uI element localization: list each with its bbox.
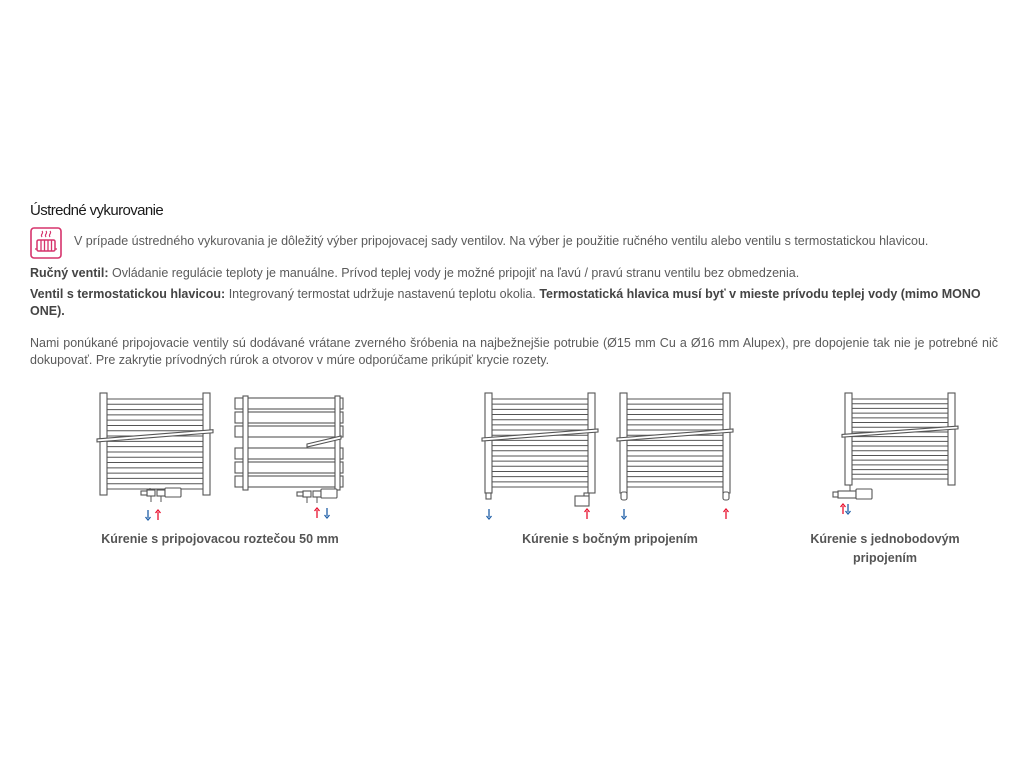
- diagram-single-point-connection: [830, 388, 970, 523]
- diagram-side-connection: [480, 388, 740, 523]
- info-paragraph: Nami ponúkané pripojovacie ventily sú dodávané vrátane zverného šróbenia na najbežnejšie potrubie (Ø15 mm Cu a Ø16 mm Alupex), pre dopojenie tak nie je potrebné nič dokupovať. Pre zakrytie prívodných rúrok a otvorov v múre odporúčame prikúpiť krycie rozety.: [30, 336, 998, 367]
- towel-radiator-illustration: [235, 396, 343, 518]
- manual-valve-paragraph: [30, 265, 998, 282]
- caption-line: Kúrenie s pripojovacou roztečou 50 mm: [101, 532, 339, 546]
- towel-radiator-illustration: [482, 393, 598, 519]
- towel-radiator-illustration: [833, 393, 958, 514]
- diagram-caption: [460, 530, 760, 549]
- diagram-50mm-connection: [95, 388, 355, 523]
- thermo-valve-text: Integrovaný termostat udržuje nastavenú teplotu okolia.: [228, 287, 536, 301]
- thermo-valve-note: Termostatická hlavica musí byť v mieste prívodu teplej vody (mimo MONO ONE).: [30, 287, 981, 318]
- thermo-valve-label: Ventil s termostatickou hlavicou:: [30, 287, 226, 301]
- thermo-valve-paragraph: [30, 286, 998, 320]
- caption-line: Kúrenie s jednobodovým: [810, 532, 960, 546]
- manual-valve-label: Ručný ventil:: [30, 266, 109, 280]
- caption-line: pripojením: [853, 551, 917, 565]
- towel-radiator-illustration: [617, 393, 733, 519]
- towel-radiator-illustration: [97, 393, 213, 520]
- caption-line: Kúrenie s bočným pripojením: [522, 532, 698, 546]
- manual-valve-text: Ovládanie regulácie teploty je manuálne. Prívod teplej vody je možné pripojiť na ľavú / pravú stranu ventilu bez obmedzenia.: [111, 266, 800, 280]
- diagram-caption: [790, 530, 980, 568]
- radiator-heating-icon: [30, 227, 62, 259]
- section-title: Ústredné vykurovanie: [30, 202, 164, 219]
- intro-text: V prípade ústredného vykurovania je dôležitý výber pripojovacej sady ventilov. Na výber je použitie ručného ventilu alebo ventilu s termostatickou hlavicou.: [74, 234, 929, 248]
- diagram-caption: [70, 530, 370, 549]
